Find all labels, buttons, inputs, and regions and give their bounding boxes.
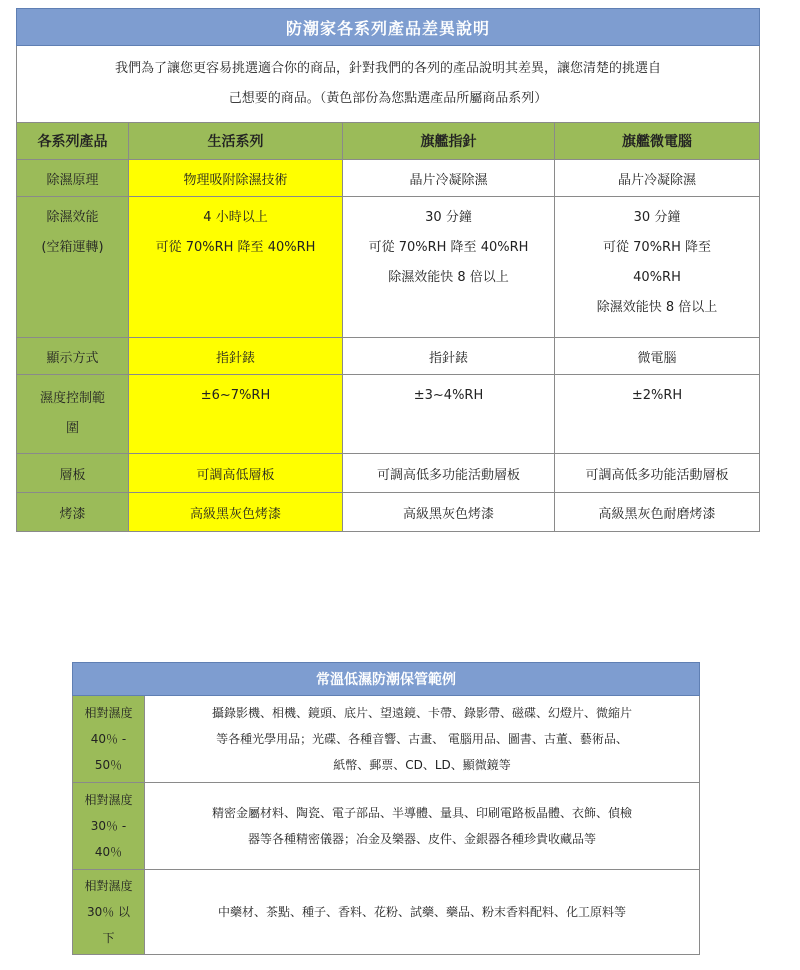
- header-series: 各系列產品: [17, 123, 129, 160]
- table-row: [17, 160, 760, 197]
- cell-value: 物理吸附除濕技術: [129, 160, 343, 197]
- header-life-series: 生活系列: [129, 123, 343, 160]
- cell-value: ±2%RH: [555, 375, 760, 454]
- intro-line: 我們為了讓您更容易挑選適合你的商品，針對我們的各列的產品說明其差異，讓您清楚的挑選自: [115, 61, 662, 76]
- cell-line: 可從 70%RH 降至: [603, 240, 711, 255]
- humidity-range-label: [73, 783, 145, 870]
- cell-value: 可調高低層板: [129, 454, 343, 493]
- label-line: 相對濕度: [84, 793, 133, 807]
- cell-line: 可從 70%RH 降至 40%RH: [368, 240, 529, 255]
- row-label-line: 除濕效能: [46, 210, 99, 225]
- cell-value: 高級黑灰色耐磨烤漆: [555, 493, 760, 532]
- desc-line: 中藥材、茶點、種子、香料、花粉、試藥、藥品、粉末香料配料、化工原料等: [217, 905, 626, 919]
- cell-value: [555, 197, 760, 338]
- desc-line: 精密金屬材料、陶瓷、電子部品、半導體、量具、印刷電路板晶體、衣飾、偵檢: [211, 806, 632, 820]
- row-label-line: 圍: [65, 421, 79, 436]
- table-row: [73, 870, 700, 955]
- header-flagship-digital: 旗艦微電腦: [555, 123, 760, 160]
- cell-value: ±6~7%RH: [129, 375, 343, 454]
- label-line: 相對濕度: [84, 706, 133, 720]
- row-label: 除濕原理: [17, 160, 129, 197]
- storage-items: [145, 783, 700, 870]
- storage-items: [145, 870, 700, 955]
- series-comparison-table: [16, 8, 760, 532]
- desc-line: 器等各種精密儀器；冶金及樂器、皮件、金銀器各種珍貴收藏品等: [247, 832, 596, 846]
- table-row: [17, 493, 760, 532]
- cell-value: [343, 197, 555, 338]
- header-flagship-dial: 旗艦指針: [343, 123, 555, 160]
- desc-line: 等各種光學用品；光碟、各種音響、古畫、 電腦用品、圖書、古董、藝術品、: [216, 732, 628, 746]
- row-label-line: (空箱運轉): [41, 240, 104, 255]
- row-label-line: 濕度控制範: [39, 391, 105, 406]
- row-label: [17, 197, 129, 338]
- row-label: 層板: [17, 454, 129, 493]
- cell-line: 4 小時以上: [203, 210, 268, 225]
- cell-value: 指針錶: [129, 338, 343, 375]
- table-row: [17, 454, 760, 493]
- cell-value: 指針錶: [343, 338, 555, 375]
- cell-value: ±3~4%RH: [343, 375, 555, 454]
- label-line: 40％: [94, 845, 123, 859]
- label-line: 相對濕度: [84, 879, 133, 893]
- label-line: 30％ 以: [86, 905, 131, 919]
- humidity-range-label: [73, 870, 145, 955]
- table-row: [17, 338, 760, 375]
- row-label: 烤漆: [17, 493, 129, 532]
- cell-line: 40%RH: [633, 270, 681, 285]
- cell-line: 30 分鐘: [425, 210, 472, 225]
- cell-line: 30 分鐘: [633, 210, 681, 225]
- comparison-table-title: 防潮家各系列產品差異說明: [17, 9, 760, 46]
- label-line: 下: [102, 931, 115, 945]
- intro-line: 己想要的商品。（黃色部份為您點選產品所屬商品系列）: [228, 91, 548, 106]
- desc-line: 紙幣、郵票、CD、LD、顯微鏡等: [333, 758, 511, 772]
- cell-line: 除濕效能快 8 倍以上: [596, 300, 718, 315]
- storage-examples-table: [72, 662, 700, 955]
- cell-value: 微電腦: [555, 338, 760, 375]
- desc-line: 攝錄影機、相機、鏡頭、底片、望遠鏡、卡帶、錄影帶、磁碟、幻燈片、微縮片: [211, 706, 632, 720]
- label-line: 40％ -: [90, 732, 127, 746]
- table-row: [73, 696, 700, 783]
- cell-value: 晶片冷凝除濕: [343, 160, 555, 197]
- storage-table-title: 常溫低濕防潮保管範例: [73, 663, 700, 696]
- table-row: [73, 783, 700, 870]
- cell-value: 晶片冷凝除濕: [555, 160, 760, 197]
- table-row: [17, 197, 760, 338]
- row-label: [17, 375, 129, 454]
- cell-value: 高級黑灰色烤漆: [129, 493, 343, 532]
- cell-line: 除濕效能快 8 倍以上: [388, 270, 509, 285]
- cell-value: 可調高低多功能活動層板: [343, 454, 555, 493]
- humidity-range-label: [73, 696, 145, 783]
- label-line: 50％: [94, 758, 123, 772]
- storage-items: [145, 696, 700, 783]
- table-row: [17, 375, 760, 454]
- cell-line: 可從 70%RH 降至 40%RH: [155, 240, 316, 255]
- row-label: 顯示方式: [17, 338, 129, 375]
- cell-value: 高級黑灰色烤漆: [343, 493, 555, 532]
- cell-value: 可調高低多功能活動層板: [555, 454, 760, 493]
- comparison-intro: [17, 46, 760, 123]
- cell-value: [129, 197, 343, 338]
- label-line: 30％ -: [90, 819, 127, 833]
